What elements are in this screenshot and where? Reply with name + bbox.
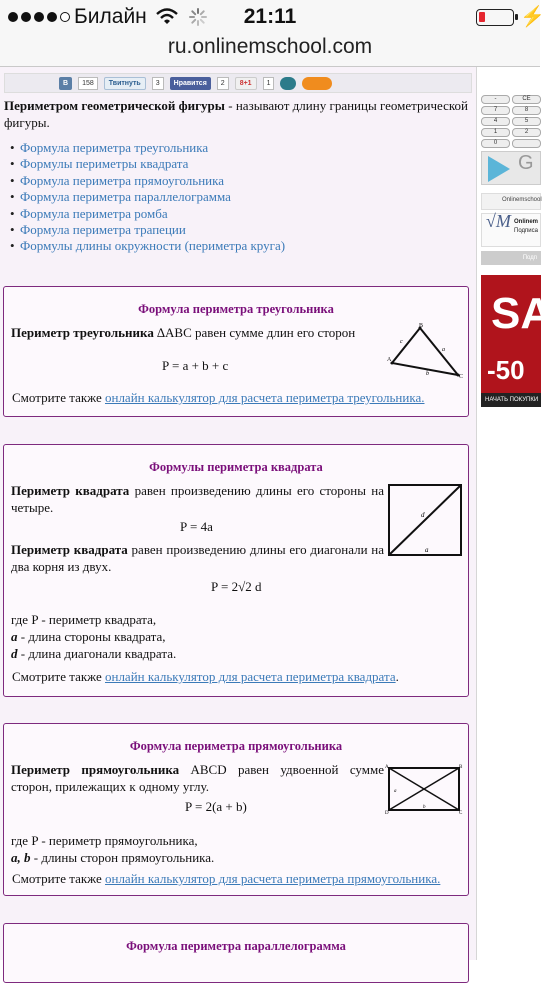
facebook-like-count: 2 [217,77,229,90]
card-text [11,541,384,575]
google-play-label: G [518,152,534,174]
legend-var: d [11,646,18,661]
livejournal-share-button[interactable] [280,77,296,90]
subscribe-button[interactable]: Подп [481,251,541,265]
legend-desc: - длины сторон прямоугольника. [30,850,215,865]
card-definition: ABCD равен удвоенной сумме сторон, прилежащих к одному углу. [11,762,384,794]
card-title: Формула периметра треугольника [138,302,334,316]
google-plus-count: 1 [263,77,275,90]
ad-headline: SA [491,289,552,338]
see-also-prefix: Смотрите также [12,871,105,886]
legend-var: a [11,629,18,644]
sale-ad-banner[interactable] [481,275,552,407]
facebook-like-button[interactable]: Нравится [170,77,211,90]
google-play-badge[interactable] [481,151,541,185]
triangle-calculator-link[interactable]: онлайн калькулятор для расчета периметра треугольника. [104,390,425,405]
see-also-line [12,871,440,887]
google-plus-button[interactable]: 8+1 [235,77,257,90]
share-bar [4,73,472,93]
calc-key[interactable]: 1 [481,128,510,137]
legend-line: где P - периметр квадрата, [11,612,157,627]
intro-paragraph [4,97,468,131]
contents-link[interactable]: • Формула периметра параллелограмма [10,189,285,205]
card-definition: равен произведению длины его стороны на четыре. [11,483,384,515]
onlinemschool-vk-widget[interactable]: Onlinemschool [481,193,541,210]
diagram-label: D [385,811,389,816]
legend-line: где P - периметр прямоугольника, [11,833,198,848]
onlinemschool-subscribe-widget[interactable] [481,213,541,247]
twitter-share-count: 3 [152,77,164,90]
diagram-label: B [459,765,463,770]
card-term: Периметр квадрата [11,542,128,557]
contents-link[interactable]: • Формулы периметры квадрата [10,156,285,172]
calc-key[interactable]: 7 [481,106,510,115]
status-bar [0,0,545,34]
carrier-name: Билайн [74,5,147,28]
calc-key[interactable]: CE [512,95,541,104]
diagram-label: b [423,805,426,810]
intro-definition: - называют длину границы геометрической фигуры. [4,98,468,130]
calc-key[interactable]: 0 [481,139,510,148]
parallelogram-perimeter-card [3,923,469,983]
contents-link[interactable]: • Формула периметра прямоугольника [10,173,285,189]
card-term: Периметр прямоугольника [11,762,180,777]
see-also-prefix: Смотрите также [12,390,105,405]
diagram-label: C [459,374,464,380]
square-formula-diagonal: P = 2√2 d [211,579,262,594]
battery-level [479,12,485,22]
widget-title: Onlinem [514,219,539,225]
card-text [11,482,384,516]
legend-desc: - длина диагонали квадрата. [17,646,177,661]
card-term: Периметр квадрата [11,483,130,498]
clock: 21:11 [243,5,297,28]
intro-term: Периметром геометрической фигуры [4,98,225,113]
card-title: Формула периметра параллелограмма [126,939,346,953]
square-formula-side: P = 4a [180,519,213,534]
calc-key[interactable]: - [481,95,510,104]
onlinemschool-logo-icon: √M [486,211,511,231]
rectangle-formula: P = 2(a + b) [185,799,247,814]
legend-line [11,628,166,645]
square-perimeter-card [3,444,469,697]
diagram-label: d [421,511,425,519]
rectangle-perimeter-card [3,723,469,896]
rectangle-diagram [385,764,463,814]
triangle-formula: P = a + b + c [162,358,229,373]
twitter-share-button[interactable]: Твитнуть [104,77,146,90]
card-definition: ∆ABC равен сумме длин его сторон [153,325,356,340]
contents-link[interactable]: • Формула периметра треугольника [10,140,285,156]
calculator-widget[interactable] [481,95,541,150]
ad-cta[interactable]: НАЧАТЬ ПОКУПКИ [481,393,541,407]
contents-link[interactable]: • Формула периметра трапеции [10,222,285,238]
legend-line [11,645,176,662]
card-text [11,761,384,795]
see-also-line [12,390,424,406]
odnoklassniki-share-button[interactable] [302,77,332,90]
square-calculator-link[interactable]: онлайн калькулятор для расчета периметра квадрата [104,669,396,684]
card-term: Периметр треугольника [11,325,154,340]
card-title: Формула периметра прямоугольника [129,739,343,753]
diagram-label: a [425,546,429,554]
right-sidebar [476,67,552,960]
see-also-prefix: Смотрите также [12,669,105,684]
diagram-label: b [426,371,429,377]
battery-icon [476,9,514,26]
vk-share-button[interactable]: В [59,77,72,90]
address-bar[interactable]: ru.onlinemschool.com [0,34,540,67]
legend-line [11,849,214,866]
calc-key[interactable]: 5 [512,117,541,126]
widget-subtitle: Подписа [514,228,538,234]
calc-key[interactable]: 2 [512,128,541,137]
card-definition: равен произведению длины его диагонали на два корня из двух. [11,542,385,574]
page-content [0,67,476,960]
ad-discount: -50 [487,355,525,385]
diagram-label: A [385,765,389,770]
contents-link[interactable]: • Формула периметра ромба [10,206,285,222]
calc-key[interactable]: 4 [481,117,510,126]
triangle-perimeter-card [3,286,469,417]
square-diagram [387,483,463,557]
diagram-label: A [387,357,392,363]
card-text [11,324,381,341]
charging-bolt-icon: ⚡ [520,6,545,28]
diagram-label: a [394,789,397,794]
calc-key[interactable] [512,139,541,148]
diagram-label: c [400,339,403,345]
diagram-label: B [419,323,424,329]
diagram-label: a [442,347,445,353]
rectangle-calculator-link[interactable]: онлайн калькулятор для расчета периметра прямоугольника. [104,871,441,886]
diagram-label: C [459,811,463,816]
contents-list [10,140,285,255]
contents-link[interactable]: • Формулы длины окружности (периметра круга) [10,238,285,254]
card-title: Формулы периметра квадрата [149,460,323,474]
legend-var: a, b [11,850,31,865]
vk-share-count: 158 [78,77,98,90]
see-also-suffix: . [395,669,399,684]
google-play-icon [488,156,510,182]
see-also-line [12,669,399,685]
triangle-diagram [384,323,464,379]
calc-key[interactable]: 8 [512,106,541,115]
legend-desc: - длина стороны квадрата, [17,629,166,644]
